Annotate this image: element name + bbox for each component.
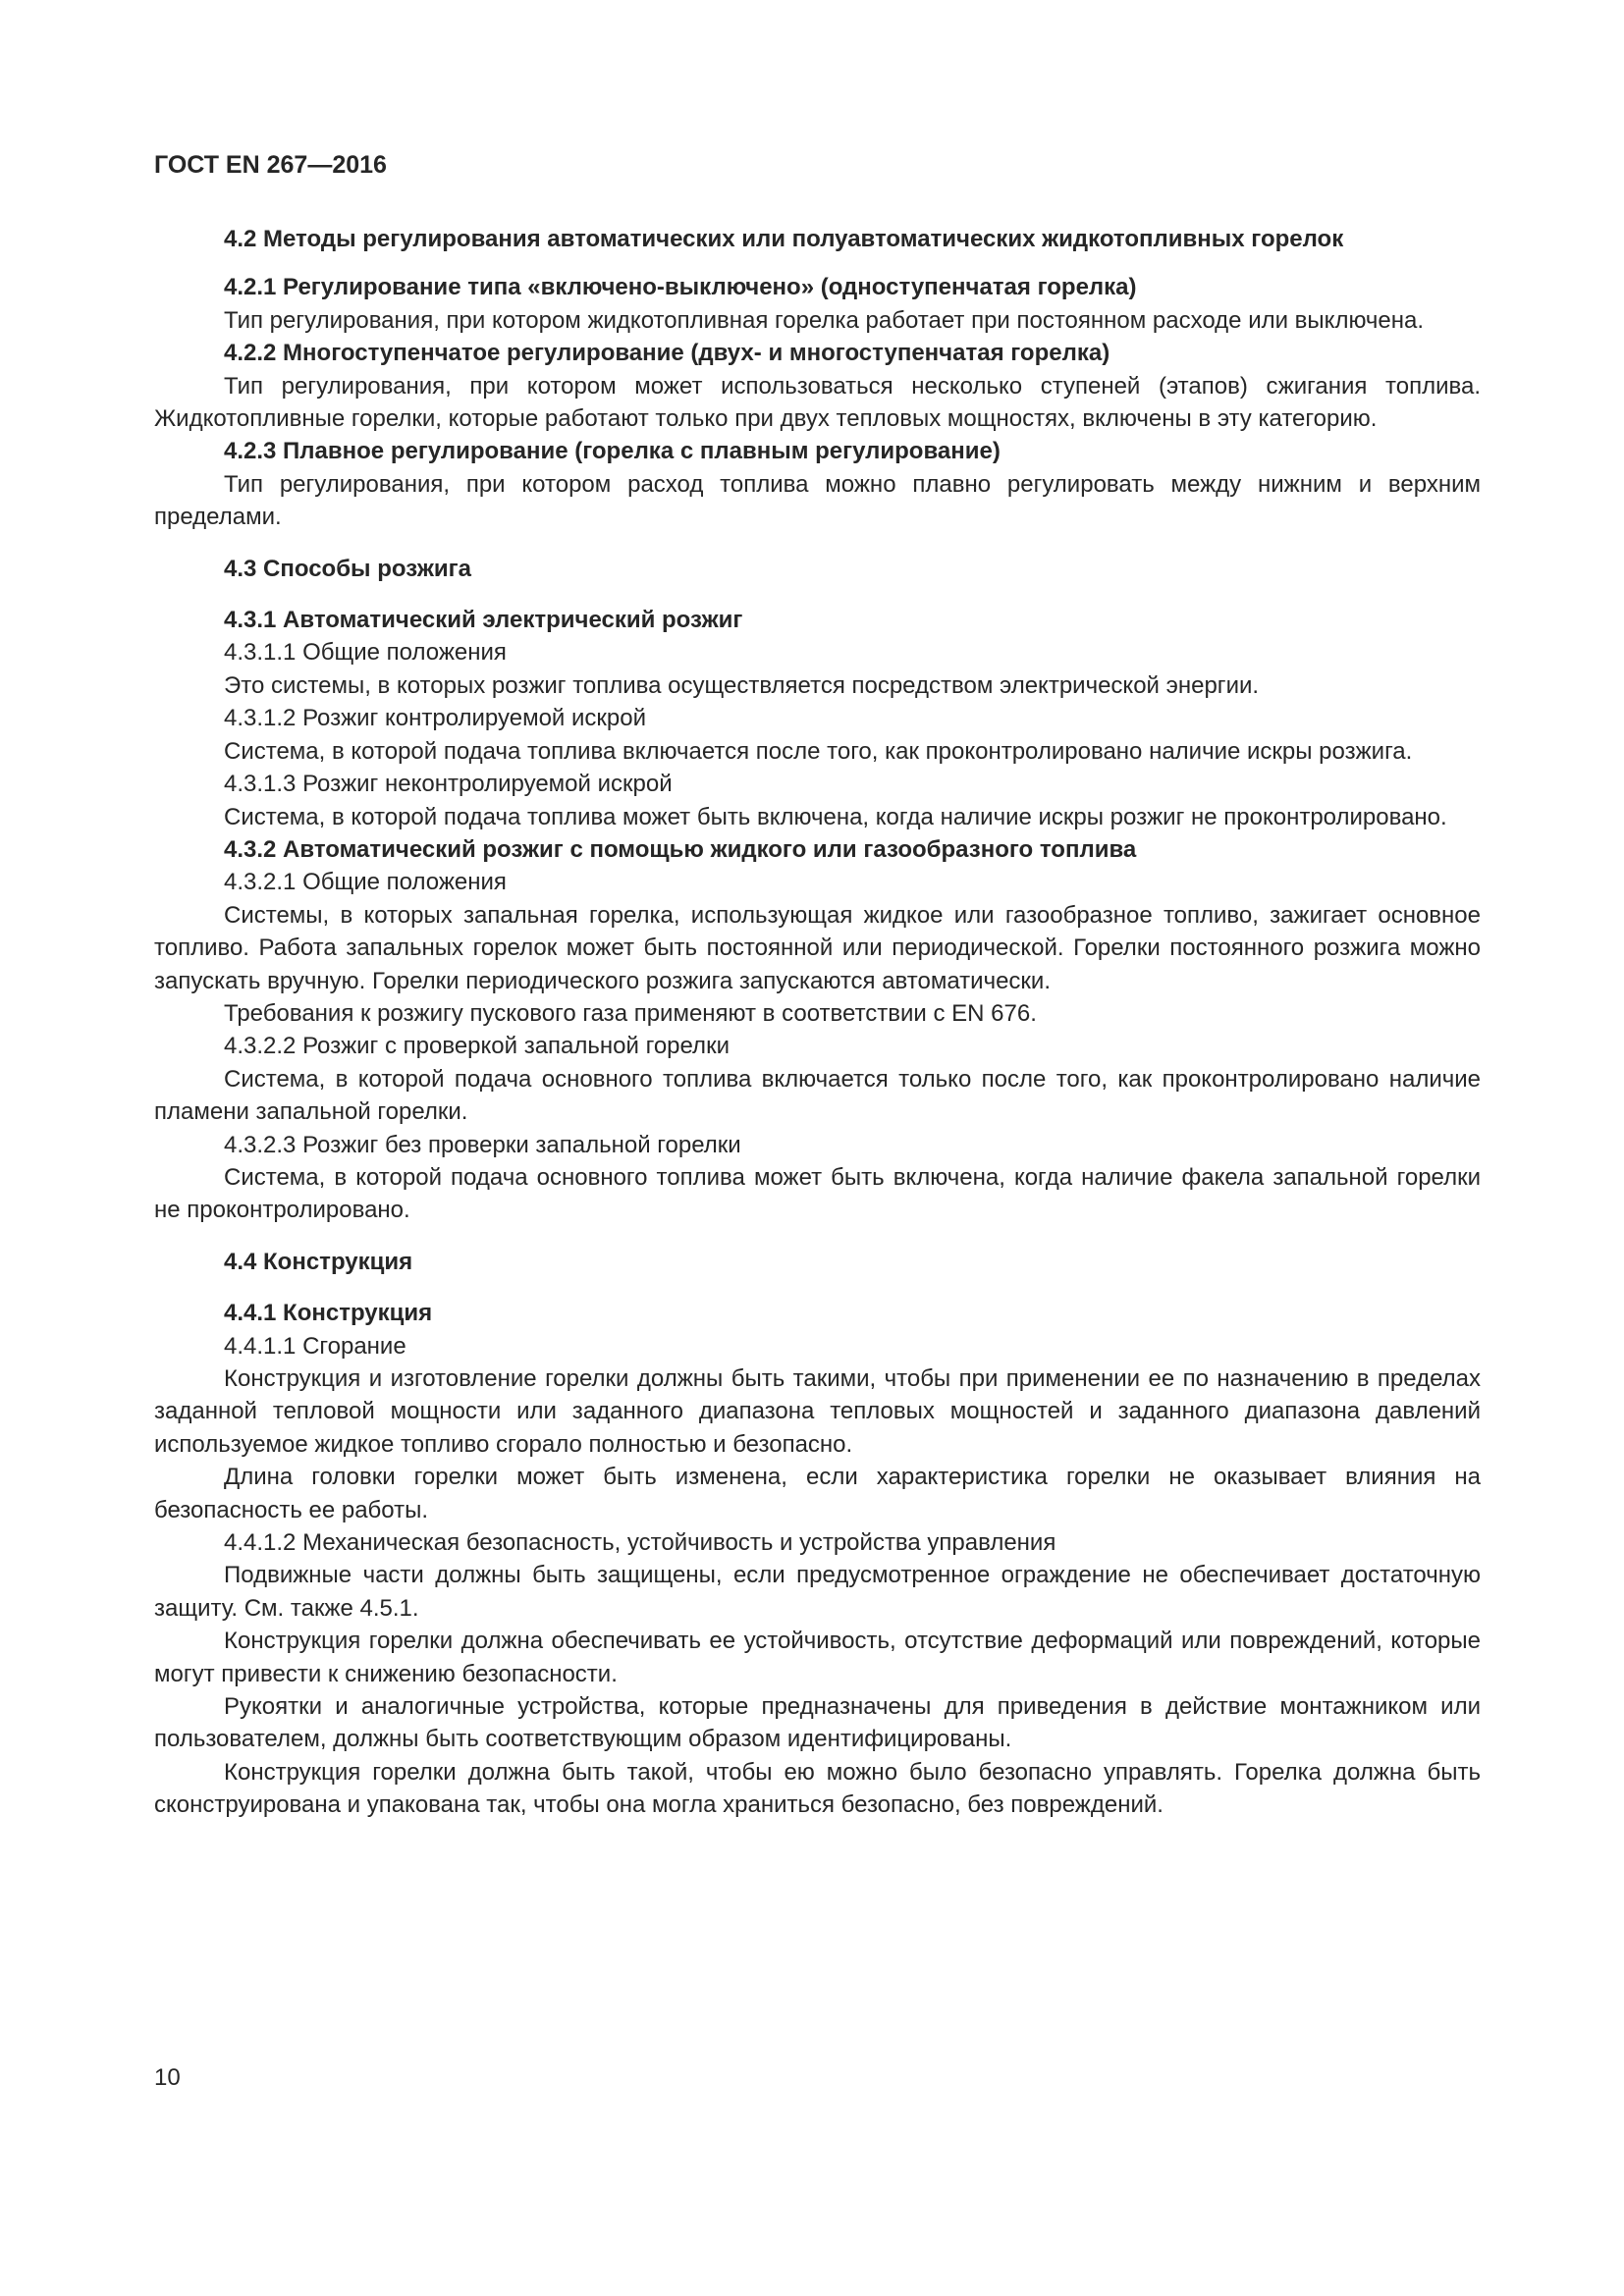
section-4-4-1-2-paragraph-1: Подвижные части должны быть защищены, если предусмотренное ограждение не обеспечивает достаточную защиту. См. также 4.5.1. — [154, 1562, 1481, 1622]
spacer — [154, 1227, 1481, 1246]
spacer — [154, 1278, 1481, 1297]
section-4-2-3-title: 4.2.3 Плавное регулирование (горелка с плавным регулирование) — [224, 438, 1001, 465]
page-number: 10 — [154, 2064, 181, 2091]
section-4-3-1-1-title: 4.3.1.1 Общие положения — [224, 639, 507, 667]
spacer — [154, 585, 1481, 604]
page-content — [154, 223, 1481, 1822]
section-4-3-title: 4.3 Способы розжига — [224, 555, 471, 582]
section-4-3-1-2-text: Система, в которой подача топлива включается после того, как проконтролировано наличие искры розжига. — [224, 737, 1413, 765]
section-4-3-1-2-title: 4.3.1.2 Розжиг контролируемой искрой — [224, 705, 647, 732]
section-4-4-title: 4.4 Конструкция — [224, 1248, 413, 1275]
section-4-2-3-text: Тип регулирования, при котором расход топлива можно плавно регулировать между нижним и верхним пределами. — [154, 470, 1481, 531]
section-4-3-1-3-text: Система, в которой подача топлива может быть включена, когда наличие искры розжиг не проконтролировано. — [224, 803, 1447, 830]
section-4-2-2-text: Тип регулирования, при котором может использоваться несколько ступеней (этапов) сжигания топлива. Жидкотопливные горелки, которые работают только при двух тепловых мощностях, включены в эту категорию. — [154, 372, 1481, 433]
section-4-2-title: 4.2 Методы регулирования автоматических или полуавтоматических жидкотопливных горелок — [224, 226, 1344, 252]
section-4-4-1-2-paragraph-4: Конструкция горелки должна быть такой, чтобы ею можно было безопасно управлять. Горелка должна быть сконструирована и упакована так, чтобы она могла храниться безопасно, без повреждений. — [154, 1758, 1481, 1819]
section-4-4-1-2-paragraph-3: Рукоятки и аналогичные устройства, которые предназначены для приведения в действие монтажником или пользователем, должны быть соответствующим образом идентифицированы. — [154, 1693, 1481, 1753]
section-4-2-1-text: Тип регулирования, при котором жидкотопливная горелка работает при постоянном расходе или выключена. — [224, 306, 1425, 334]
spacer — [154, 534, 1481, 553]
section-4-4-1-2-paragraph-2: Конструкция горелки должна обеспечивать ее устойчивость, отсутствие деформаций или повреждений, которые могут привести к снижению безопасности. — [154, 1628, 1481, 1687]
section-4-4-1-title: 4.4.1 Конструкция — [224, 1300, 433, 1327]
document-code-header: ГОСТ EN 267—2016 — [154, 151, 387, 179]
section-4-2-1-title: 4.2.1 Регулирование типа «включено-выключено» (одноступенчатая горелка) — [224, 274, 1137, 301]
section-4-3-2-title: 4.3.2 Автоматический розжиг с помощью жидкого или газообразного топлива — [224, 835, 1137, 863]
section-4-3-2-3-text: Система, в которой подача основного топлива может быть включена, когда наличие факела запальной горелки не проконтролировано. — [154, 1163, 1481, 1224]
section-4-3-2-2-title: 4.3.2.2 Розжиг с проверкой запальной горелки — [224, 1033, 730, 1060]
section-4-2-2-title: 4.2.2 Многоступенчатое регулирование (двух- и многоступенчатая горелка) — [224, 340, 1110, 367]
section-4-4-1-1-paragraph-2: Длина головки горелки может быть изменена, если характеристика горелки не оказывает влияния на безопасность ее работы. — [154, 1464, 1481, 1523]
section-4-3-2-1-title: 4.3.2.1 Общие положения — [224, 869, 507, 896]
section-4-3-1-3-title: 4.3.1.3 Розжиг неконтролируемой искрой — [224, 771, 673, 798]
section-4-3-2-3-title: 4.3.2.3 Розжиг без проверки запальной горелки — [224, 1131, 741, 1158]
section-4-4-1-2-title: 4.4.1.2 Механическая безопасность, устойчивость и устройства управления — [224, 1529, 1056, 1557]
section-4-3-2-1-text-2: Требования к розжигу пускового газа применяют в соответствии с EN 676. — [224, 999, 1037, 1027]
section-4-4-1-1-paragraph-1: Конструкция и изготовление горелки должны быть такими, чтобы при применении ее по назначению в пределах заданной тепловой мощности или заданного диапазона тепловых мощностей и заданного диапазона давлений используемое жидкое топливо сгорало полностью и безопасно. — [154, 1365, 1481, 1458]
section-4-3-2-2-text: Система, в которой подача основного топлива включается только после того, как проконтролировано наличие пламени запальной горелки. — [154, 1065, 1481, 1126]
section-4-3-1-title: 4.3.1 Автоматический электрический розжиг — [224, 607, 743, 634]
section-4-3-2-1-text: Системы, в которых запальная горелка, использующая жидкое или газообразное топливо, зажигает основное топливо. Работа запальных горелок может быть постоянной или периодической. Горелки постоянного розжига можно запускать вручную. Горелки периодического розжига запускаются автоматически. — [154, 901, 1481, 994]
section-4-3-1-1-text: Это системы, в которых розжиг топлива осуществляется посредством электрической энергии. — [224, 671, 1260, 699]
section-4-4-1-1-title: 4.4.1.1 Сгорание — [224, 1332, 406, 1360]
